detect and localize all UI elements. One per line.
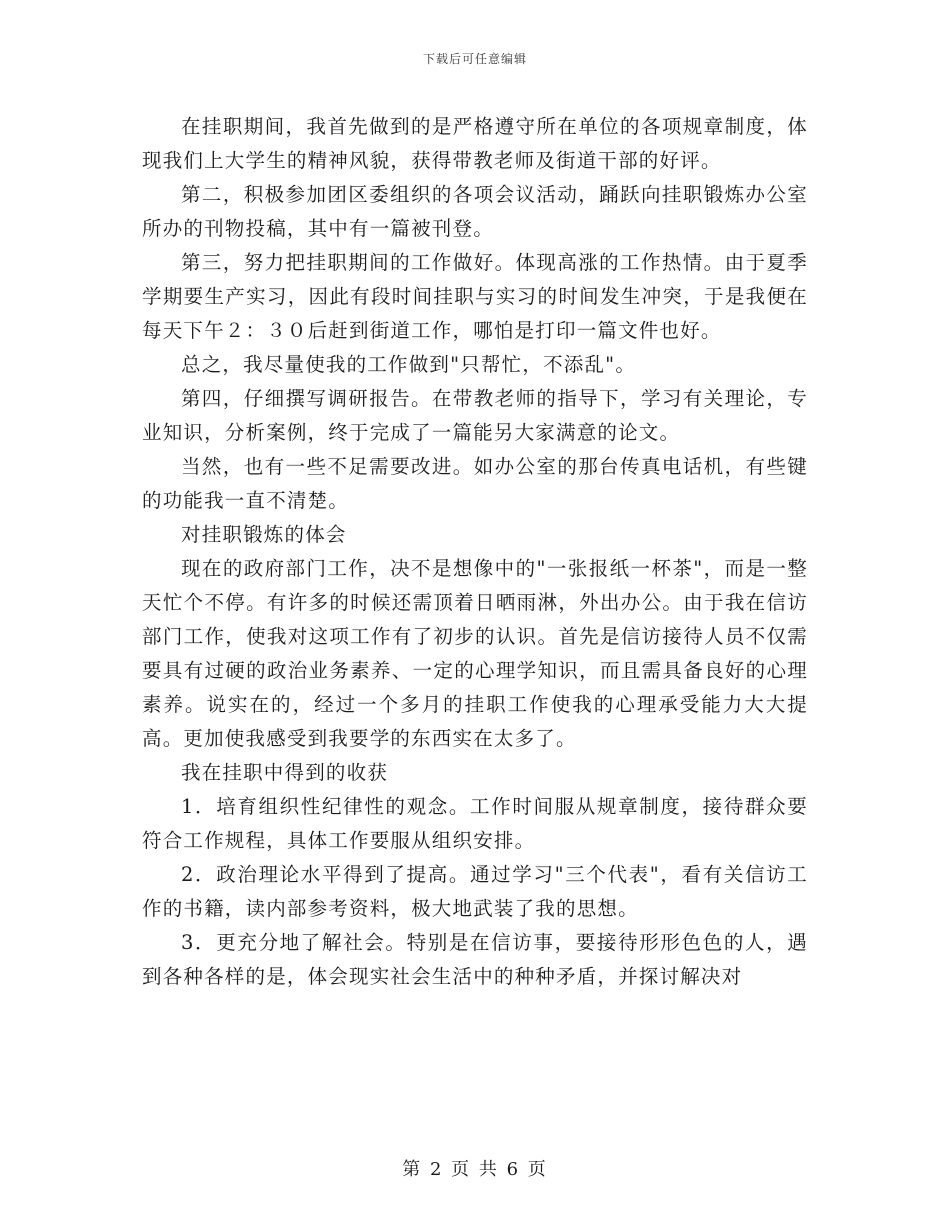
paragraph: 第四，仔细撰写调研报告。在带教老师的指导下，学习有关理论，专业知识，分析案例，终于完成了一篇能另大家满意的论文。 [142, 387, 808, 444]
paragraph: 总之，我尽量使我的工作做到"只帮忙，不添乱"。 [181, 353, 637, 376]
page-number-footer: 第 2 页 共 6 页 [402, 1159, 548, 1180]
section-heading: 对挂职锻炼的体会 [181, 523, 347, 546]
paragraph: 现在的政府部门工作，决不是想像中的"一张报纸一杯茶"，而是一整天忙个不停。有许多的时候还需顶着日晒雨淋，外出办公。由于我在信访部门工作，使我对这项工作有了初步的认识。首先是信访接待人员不仅需要具有过硬的政治业务素养、一定的心理学知识，而且需具备良好的心理素养。说实在的，经过一个多月的挂职工作使我的心理承受能力大大提高。更加使我感受到我要学的东西实在太多了。 [142, 557, 808, 750]
paragraph: 当然，也有一些不足需要改进。如办公室的那台传真电话机，有些键的功能我一直不清楚。 [142, 455, 808, 512]
page-header: 下载后可任意编辑 [422, 52, 527, 66]
paragraph: 第三，努力把挂职期间的工作做好。体现高涨的工作热情。由于夏季学期要生产实习，因此有段时间挂职与实习的时间发生冲突，于是我便在每天下午２：３０后赶到街道工作，哪怕是打印一篇文件也好。 [142, 251, 808, 342]
list-item: 3．更充分地了解社会。特别是在信访事，要接待形形色色的人，遇到各种各样的是，体会现实社会生活中的种种矛盾，并探讨解决对 [142, 931, 808, 988]
document-body [142, 110, 808, 994]
section-heading: 我在挂职中得到的收获 [181, 761, 389, 784]
list-item: 2．政治理论水平得到了提高。通过学习"三个代表"，看有关信访工作的书籍，读内部参考资料，极大地武装了我的思想。 [142, 863, 808, 920]
paragraph: 在挂职期间，我首先做到的是严格遵守所在单位的各项规章制度，体现我们上大学生的精神风貌，获得带教老师及街道干部的好评。 [142, 115, 808, 172]
paragraph: 第二，积极参加团区委组织的各项会议活动，踊跃向挂职锻炼办公室所办的刊物投稿，其中有一篇被刊登。 [142, 183, 808, 240]
list-item: 1．培育组织性纪律性的观念。工作时间服从规章制度，接待群众要符合工作规程，具体工作要服从组织安排。 [142, 795, 808, 852]
